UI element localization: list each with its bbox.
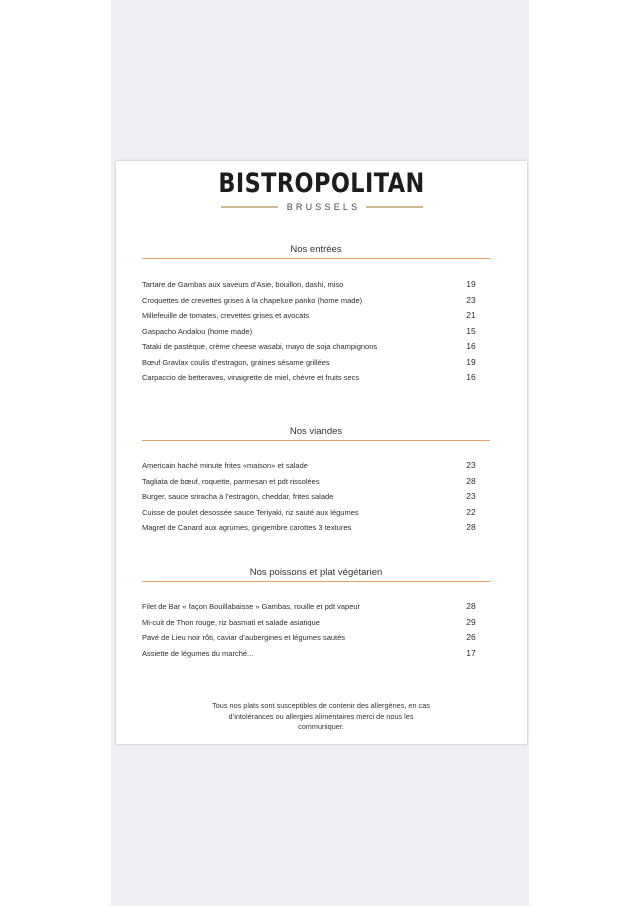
item-price: 19 xyxy=(466,356,476,367)
item-price: 23 xyxy=(466,491,476,502)
item-name: Millefeuille de tomates, crevettes grises et avocats xyxy=(142,311,310,321)
list-item xyxy=(142,646,490,662)
item-name: Burger, sauce sriracha à l’estragon, cheddar, frites salade xyxy=(142,492,334,502)
list-item xyxy=(142,355,490,371)
item-price: 16 xyxy=(466,372,476,383)
brand-city-row xyxy=(221,200,423,214)
item-price: 19 xyxy=(466,279,476,290)
item-price: 21 xyxy=(466,310,476,321)
item-name: Assiette de légumes du marché... xyxy=(142,648,254,658)
list-item xyxy=(142,293,490,309)
divider-line-right xyxy=(366,206,423,208)
item-price: 15 xyxy=(466,325,476,336)
divider-line-left xyxy=(221,206,278,208)
menu-card xyxy=(116,161,527,744)
item-price: 23 xyxy=(466,460,476,471)
list-item xyxy=(142,458,490,474)
section-entrees xyxy=(142,244,490,386)
list-item xyxy=(142,324,490,340)
list-item xyxy=(142,630,490,646)
list-item xyxy=(142,277,490,293)
section-rule xyxy=(142,258,490,259)
section-rule xyxy=(142,440,490,441)
item-name: Cuisse de poulet desossée sauce Teriyaki, riz sauté aux légumes xyxy=(142,507,359,517)
section-title: Nos viandes xyxy=(289,426,343,437)
list-item xyxy=(142,308,490,324)
item-price: 28 xyxy=(466,475,476,486)
brand-logo: BISTROPOLITAN xyxy=(218,168,425,199)
item-name: Croquettes de crevettes grises à la chapelure panko (home made) xyxy=(142,295,363,305)
item-price: 28 xyxy=(466,522,476,533)
item-name: Carpaccio de betteraves, vinaigrette de miel, chèvre et fruits secs xyxy=(142,373,360,383)
item-name: Gaspacho Andalou (home made) xyxy=(142,326,253,336)
item-list xyxy=(142,599,490,661)
item-name: Pavé de Lieu noir rôti, caviar d’aubergines et légumes sautés xyxy=(142,633,346,643)
list-item xyxy=(142,474,490,490)
item-price: 28 xyxy=(466,601,476,612)
section-poissons xyxy=(142,567,490,661)
allergen-note-line: communiquer. xyxy=(298,722,344,731)
item-name: Mi-cuit de Thon rouge, riz basmati et salade asiatique xyxy=(142,617,320,627)
item-name: Americain haché minute frites «maison» et salade xyxy=(142,461,308,471)
list-item xyxy=(142,505,490,521)
list-item xyxy=(142,615,490,631)
section-viandes xyxy=(142,426,490,536)
list-item xyxy=(142,370,490,386)
item-price: 22 xyxy=(466,506,476,517)
item-name: Tataki de pastèque, crème cheese wasabi, mayo de soja champignons xyxy=(142,342,378,352)
list-item xyxy=(142,599,490,615)
list-item xyxy=(142,489,490,505)
list-item xyxy=(142,520,490,536)
item-name: Filet de Bar « façon Bouillabaisse » Gambas, rouille et pdt vapeur xyxy=(142,602,361,612)
allergen-note-line: Tous nos plats sont susceptibles de contenir des allergènes, en cas xyxy=(212,701,430,710)
item-list xyxy=(142,458,490,536)
section-title: Nos entrées xyxy=(290,244,342,255)
allergen-note-line: d’intolérances ou allergies alimentaires merci de nous les xyxy=(228,711,414,721)
list-item xyxy=(142,339,490,355)
allergen-note xyxy=(156,701,486,733)
section-rule xyxy=(142,581,490,582)
item-price: 23 xyxy=(466,294,476,305)
item-price: 16 xyxy=(466,341,476,352)
brand-city: BRUSSELS xyxy=(286,202,361,212)
item-name: Tagliata de bœuf, roquette, parmesan et pdt rissolées xyxy=(142,476,320,486)
item-name: Tartare de Gambas aux saveurs d’Asie, bouillon, dashi, miso xyxy=(142,280,344,290)
item-name: Bœuf Gravlax coulis d’estragon, graines sésame grillées xyxy=(142,357,330,367)
item-price: 26 xyxy=(466,632,476,643)
item-price: 17 xyxy=(466,647,476,658)
item-price: 29 xyxy=(466,616,476,627)
section-title: Nos poissons et plat végétarien xyxy=(249,567,383,578)
item-name: Magret de Canard aux agrumes, gingembre carottes 3 textures xyxy=(142,523,352,533)
item-list xyxy=(142,277,490,386)
